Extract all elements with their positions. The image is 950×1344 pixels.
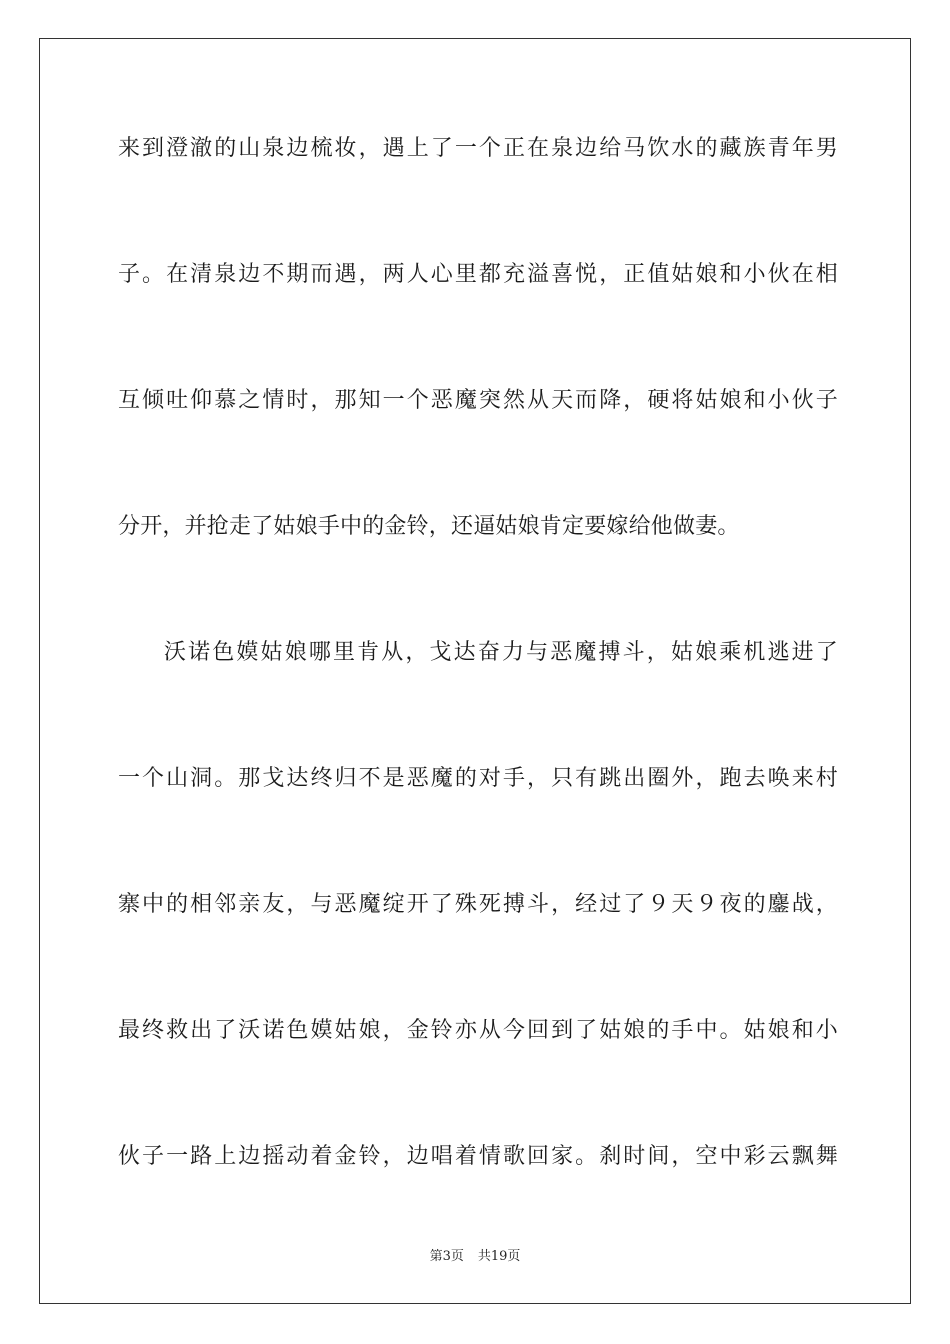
text-line-9: 伙子一路上边摇动着金铃，边唱着情歌回家。刹时间，空中彩云飘舞 xyxy=(118,1144,838,1169)
text-line-8: 最终救出了沃诺色嫫姑娘，金铃亦从今回到了姑娘的手中。姑娘和小 xyxy=(118,1018,838,1043)
page-footer xyxy=(0,1248,950,1266)
text-line-6: 一个山洞。那戈达终归不是恶魔的对手，只有跳出圈外，跑去唤来村 xyxy=(118,766,838,791)
text-line-3: 互倾吐仰慕之情时，那知一个恶魔突然从天而降，硬将姑娘和小伙子 xyxy=(118,388,838,413)
page-border xyxy=(39,38,911,1304)
text-line-7: 寨中的相邻亲友，与恶魔绽开了殊死搏斗，经过了９天９夜的鏖战， xyxy=(118,892,838,917)
page-number: 第3页 xyxy=(429,1249,464,1264)
text-line-2: 子。在清泉边不期而遇，两人心里都充溢喜悦，正值姑娘和小伙在相 xyxy=(118,262,838,287)
total-pages: 共19页 xyxy=(477,1249,521,1264)
text-line-4: 分开，并抢走了姑娘手中的金铃，还逼姑娘肯定要嫁给他做妻。 xyxy=(118,514,740,539)
text-line-1: 来到澄澈的山泉边梳妆，遇上了一个正在泉边给马饮水的藏族青年男 xyxy=(118,136,838,161)
text-line-5: 沃诺色嫫姑娘哪里肯从，戈达奋力与恶魔搏斗，姑娘乘机逃进了 xyxy=(164,640,838,665)
